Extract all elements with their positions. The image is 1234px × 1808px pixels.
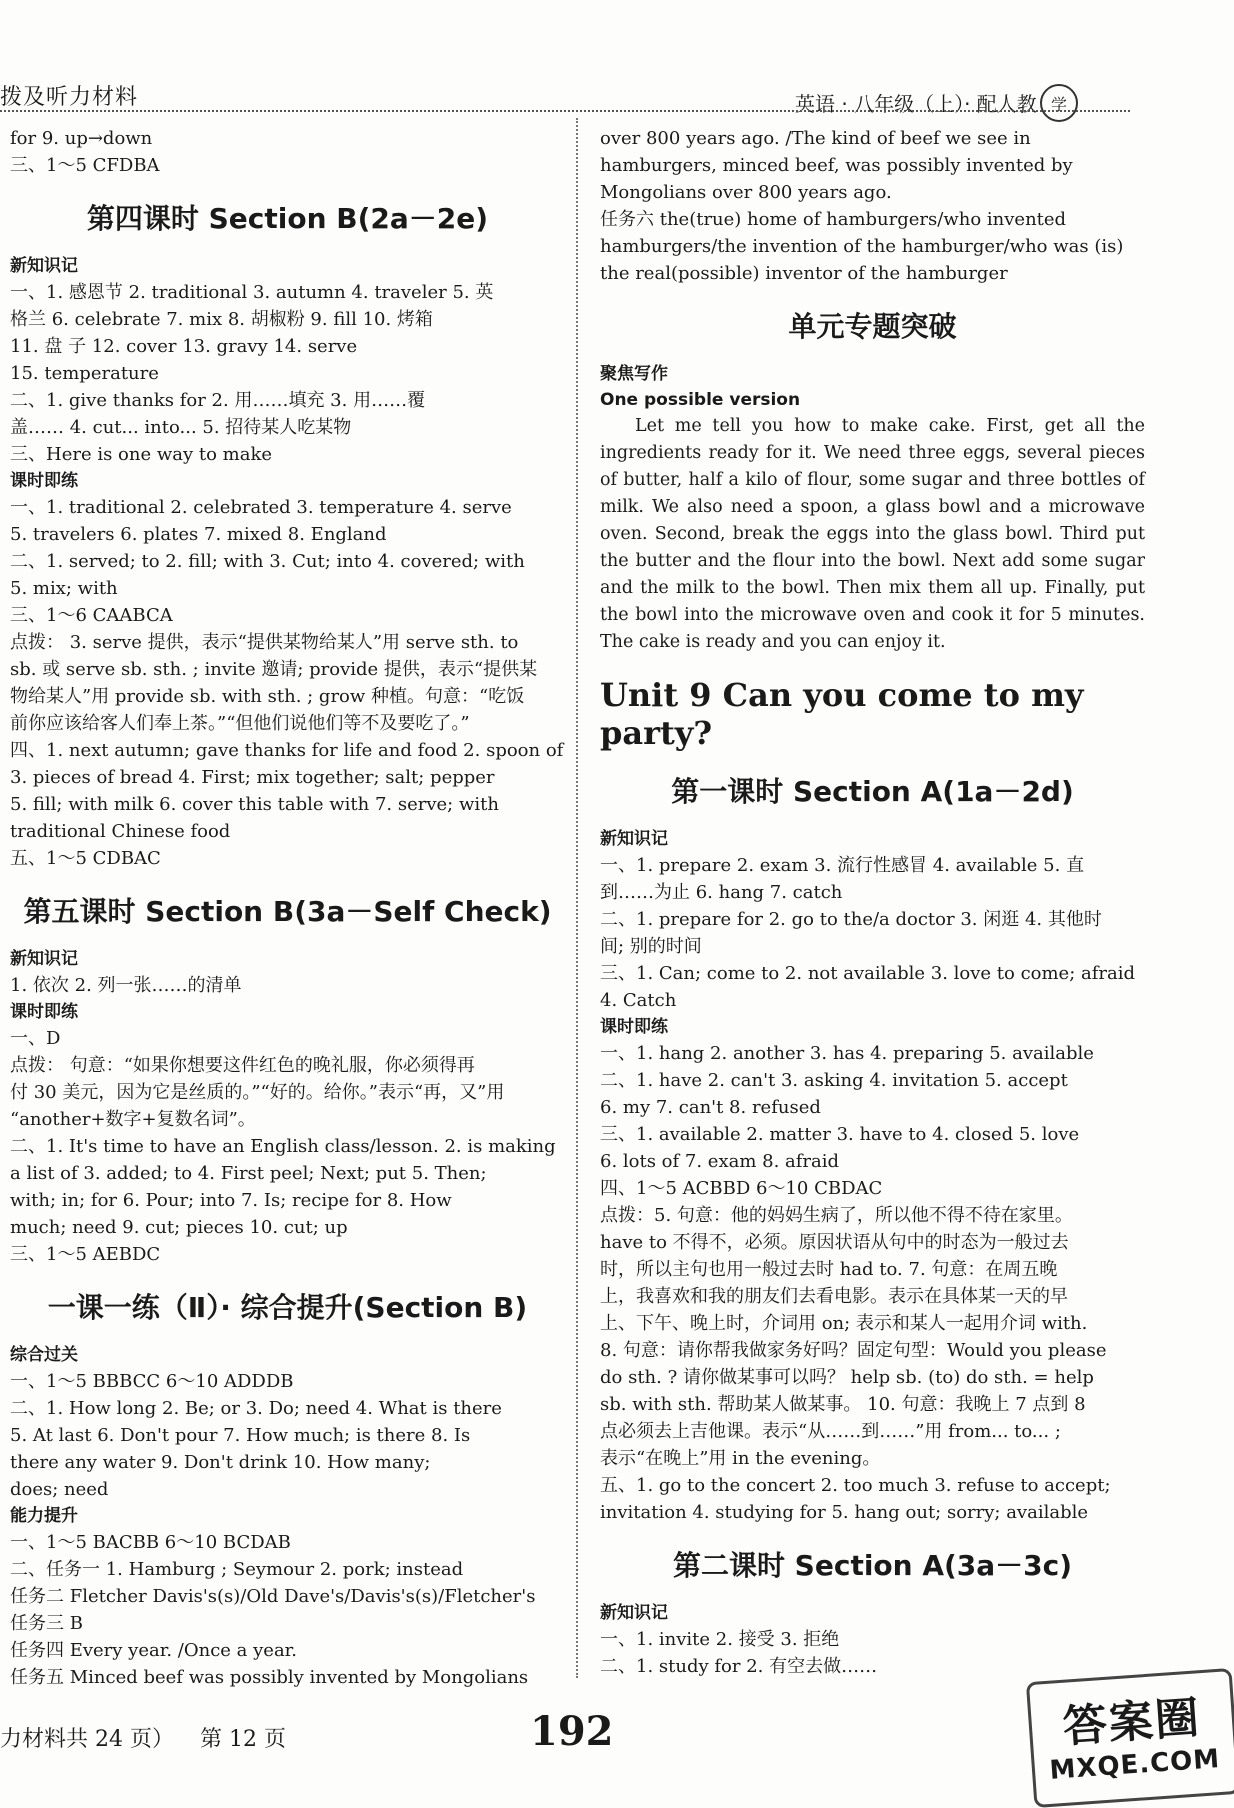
answer-line: 二、1. It's time to have an English class/lesson. 2. is making (10, 1136, 556, 1157)
label-new-knowledge: 新知识记 (600, 1603, 668, 1623)
answer-line: 二、1. have 2. can't 3. asking 4. invitation 5. accept (600, 1070, 1068, 1091)
answer-line: 6. lots of 7. exam 8. afraid (600, 1151, 840, 1172)
answer-line: 上、下午、晚上时，介词用 on; 表示和某人一起用介词 with. (600, 1313, 1088, 1334)
answer-line: 任务六 the(true) home of hamburgers/who invented (600, 209, 1067, 230)
section-title-comprehensive: 一课一练（Ⅱ）· 综合提升(Section B) (47, 1291, 528, 1324)
answer-line: 二、1. How long 2. Be; or 3. Do; need 4. What is there (10, 1398, 502, 1419)
answer-line: 二、1. served; to 2. fill; with 3. Cut; into 4. covered; with (10, 551, 525, 572)
answer-line: “another+数字+复数名词”。 (10, 1109, 256, 1130)
answer-line: 任务四 Every year. /Once a year. (10, 1640, 298, 1661)
answer-line: 5. mix; with (10, 578, 118, 599)
answer-line: 一、1. prepare 2. exam 3. 流行性感冒 4. available 5. 直 (600, 855, 1085, 876)
answer-line: Mongolians over 800 years ago. (600, 182, 892, 203)
u9-lesson2-knowledge-answers (600, 1626, 1145, 1680)
answer-line: 前你应该给客人们奉上茶。”“但他们说他们等不及要吃了。” (10, 713, 470, 734)
section-title-u9-lesson1: 第一课时 Section A(1a－2d) (671, 775, 1074, 808)
answer-line: 时，所以主句也用一般过去时 had to. 7. 句意：在周五晚 (600, 1259, 1058, 1280)
answer-line: 1. 依次 2. 列一张……的清单 (10, 975, 242, 996)
ability-answers (10, 1529, 565, 1691)
answer-line: 二、1. study for 2. 有空去做…… (600, 1656, 878, 1677)
page-number: 192 (530, 1708, 614, 1755)
running-header-left: 拨及听力材料 (0, 85, 139, 110)
answer-line: 物给某人”用 provide sb. with sth. ; grow 种植。句意：“吃饭 (10, 686, 525, 707)
answer-line: 6. my 7. can't 8. refused (600, 1097, 821, 1118)
answer-line: 五、1～5 CDBAC (10, 848, 161, 869)
answer-line: 任务五 Minced beef was possibly invented by Mongolians (10, 1667, 529, 1688)
answer-line: 15. temperature (10, 363, 159, 384)
label-new-knowledge: 新知识记 (600, 829, 668, 849)
answer-line: 格兰 6. celebrate 7. mix 8. 胡椒粉 9. fill 10. 烤箱 (10, 309, 433, 330)
answer-line: 点拨：5. 句意：他的妈妈生病了，所以他不得不待在家里。 (600, 1205, 1073, 1226)
answer-line: 一、1. 感恩节 2. traditional 3. autumn 4. traveler 5. 英 (10, 282, 494, 303)
section-title-lesson5: 第五课时 Section B(3a－Self Check) (23, 895, 552, 928)
answer-line: 5. At last 6. Don't pour 7. How much; is there 8. Is (10, 1425, 471, 1446)
essay-paragraph: Let me tell you how to make cake. First, get all the ingredients ready for it. We need three eggs, several pieces of butter, half a kilo of flour, some sugar and three bottles of milk. We also need a spoon, a glass bowl and a microwave oven. Second, break the eggs into the glass bowl. Third put the butter and the flour into the bowl. Next add some sugar and the milk to the bowl. Then mix them all up. Finally, put the bowl into the microwave oven and cook it for 5 minutes. The cake is ready and you can enjoy it. (600, 416, 1145, 652)
left-column (10, 125, 565, 1691)
answer-line: 三、1～6 CAABCA (10, 605, 173, 626)
u9-lesson1-knowledge-answers (600, 852, 1145, 1014)
answer-line: 一、1. traditional 2. celebrated 3. temperature 4. serve (10, 497, 512, 518)
answer-line: 二、任务一 1. Hamburg ; Seymour 2. pork; instead (10, 1559, 464, 1580)
answer-line: hamburgers/the invention of the hamburger/who was (is) (600, 236, 1124, 257)
answer-line: does; need (10, 1479, 109, 1500)
answer-line: 二、1. give thanks for 2. 用……填充 3. 用……覆 (10, 390, 426, 411)
answer-line: 五、1. go to the concert 2. too much 3. refuse to accept; (600, 1475, 1111, 1496)
answer-line: sb. 或 serve sb. sth. ; invite 邀请; provide 提供，表示“提供某 (10, 659, 538, 680)
header-divider (0, 110, 1130, 112)
answer-line: 5. fill; with milk 6. cover this table with 7. serve; with (10, 794, 499, 815)
lesson5-practice-answers (10, 1025, 565, 1268)
answer-line: 表示“在晚上”用 in the evening。 (600, 1448, 881, 1469)
answer-line: for 9. up→down (10, 128, 153, 149)
answer-line: 11. 盘 子 12. cover 13. gravy 14. serve (10, 336, 358, 357)
running-header-right: 英语 · 八年级（上）· 配人教 (795, 92, 1037, 116)
right-column (600, 125, 1145, 1680)
answer-line: 三、1～5 CFDBA (10, 155, 160, 176)
label-new-knowledge: 新知识记 (10, 949, 78, 969)
answer-line: 四、1～5 ACBBD 6～10 CBDAC (600, 1178, 883, 1199)
answer-line: 4. Catch (600, 990, 677, 1011)
header-badge-icon: 学 (1040, 84, 1078, 122)
label-focus-writing: 聚焦写作 (600, 364, 668, 384)
answer-line: 三、1～5 AEBDC (10, 1244, 161, 1265)
footer-page-label: 第 12 页 (200, 1727, 286, 1752)
answer-line: 上，我喜欢和我的朋友们去看电影。表示在具体某一天的早 (600, 1286, 1068, 1307)
unit-title: Unit 9 Can you come to my party? (600, 676, 1084, 752)
column-divider (576, 118, 578, 1678)
answer-line: have to 不得不，必须。原因状语从句中的时态为一般过去 (600, 1232, 1069, 1253)
answer-line: 一、1～5 BBBCC 6～10 ADDDB (10, 1371, 294, 1392)
lesson4-practice-answers (10, 494, 565, 872)
lesson5-knowledge-answers (10, 972, 565, 999)
label-comprehensive-check: 综合过关 (10, 1345, 78, 1365)
answer-line: sb. with sth. 帮助某人做某事。 10. 句意：我晚上 7 点到 8 (600, 1394, 1086, 1415)
answer-line: 盖…… 4. cut... into... 5. 招待某人吃某物 (10, 417, 352, 438)
answer-line: over 800 years ago. /The kind of beef we see in (600, 128, 1031, 149)
section-title-u9-lesson2: 第二课时 Section A(3a－3c) (672, 1549, 1073, 1582)
answer-line: there any water 9. Don't drink 10. How many; (10, 1452, 431, 1473)
answer-line: 一、D (10, 1028, 61, 1049)
answer-line: 任务三 B (10, 1613, 83, 1634)
answer-line: 三、Here is one way to make (10, 444, 273, 465)
right-continued-lines (600, 125, 1145, 287)
answer-line: 一、1. invite 2. 接受 3. 拒绝 (600, 1629, 840, 1650)
sample-essay (600, 413, 1145, 656)
section-title-lesson4: 第四课时 Section B(2a－2e) (86, 202, 489, 235)
answer-line: 点拨： 句意：“如果你想要这件红色的晚礼服，你必须得再 (10, 1055, 475, 1076)
comprehensive-answers (10, 1368, 565, 1503)
label-possible-version: One possible version (600, 390, 801, 410)
answer-line: 点拨： 3. serve 提供，表示“提供某物给某人”用 serve sth. to (10, 632, 519, 653)
lesson4-knowledge-answers (10, 279, 565, 468)
answer-line: 三、1. Can; come to 2. not available 3. love to come; afraid (600, 963, 1135, 984)
watermark-text: 答案圈 (1061, 1692, 1203, 1753)
footer-left: 力材料共 24 页） (0, 1727, 174, 1752)
answer-line: do sth. ? 请你做某事可以吗？ help sb. (to) do sth. = help (600, 1367, 1094, 1388)
section-title-unit-topic: 单元专题突破 (788, 310, 957, 343)
watermark-url: MXQE.COM (1048, 1744, 1222, 1786)
answer-line: invitation 4. studying for 5. hang out; sorry; available (600, 1502, 1089, 1523)
left-pre-lines (10, 125, 565, 179)
answer-line: 任务二 Fletcher Davis's(s)/Old Dave's/Davis's(s)/Fletcher's (10, 1586, 536, 1607)
watermark-logo (1026, 1668, 1234, 1808)
answer-line: traditional Chinese food (10, 821, 231, 842)
answer-line: 8. 句意：请你帮我做家务好吗？固定句型：Would you please (600, 1340, 1107, 1361)
label-new-knowledge: 新知识记 (10, 256, 78, 276)
answer-line: 一、1～5 BACBB 6～10 BCDAB (10, 1532, 291, 1553)
label-practice: 课时即练 (10, 471, 78, 491)
answer-line: 间; 别的时间 (600, 936, 702, 957)
answer-line: 三、1. available 2. matter 3. have to 4. closed 5. love (600, 1124, 1080, 1145)
label-ability: 能力提升 (10, 1506, 78, 1526)
label-practice: 课时即练 (10, 1002, 78, 1022)
answer-line: 3. pieces of bread 4. First; mix together; salt; pepper (10, 767, 495, 788)
label-practice: 课时即练 (600, 1017, 668, 1037)
answer-line: a list of 3. added; to 4. First peel; Next; put 5. Then; (10, 1163, 487, 1184)
u9-lesson1-practice-answers (600, 1040, 1145, 1526)
answer-line: the real(possible) inventor of the hamburger (600, 263, 1008, 284)
answer-line: 到……为止 6. hang 7. catch (600, 882, 843, 903)
answer-line: with; in; for 6. Pour; into 7. Is; recipe for 8. How (10, 1190, 452, 1211)
answer-line: 四、1. next autumn; gave thanks for life and food 2. spoon of (10, 740, 564, 761)
answer-line: 付 30 美元，因为它是丝质的。”“好的。给你。”表示“再，又”用 (10, 1082, 505, 1103)
answer-line: much; need 9. cut; pieces 10. cut; up (10, 1217, 348, 1238)
answer-line: 5. travelers 6. plates 7. mixed 8. England (10, 524, 387, 545)
answer-line: 点必须去上吉他课。表示“从……到……”用 from... to... ; (600, 1421, 1061, 1442)
answer-line: 二、1. prepare for 2. go to the/a doctor 3. 闲逛 4. 其他时 (600, 909, 1102, 930)
answer-line: 一、1. hang 2. another 3. has 4. preparing 5. available (600, 1043, 1094, 1064)
answer-line: hamburgers, minced beef, was possibly invented by (600, 155, 1073, 176)
